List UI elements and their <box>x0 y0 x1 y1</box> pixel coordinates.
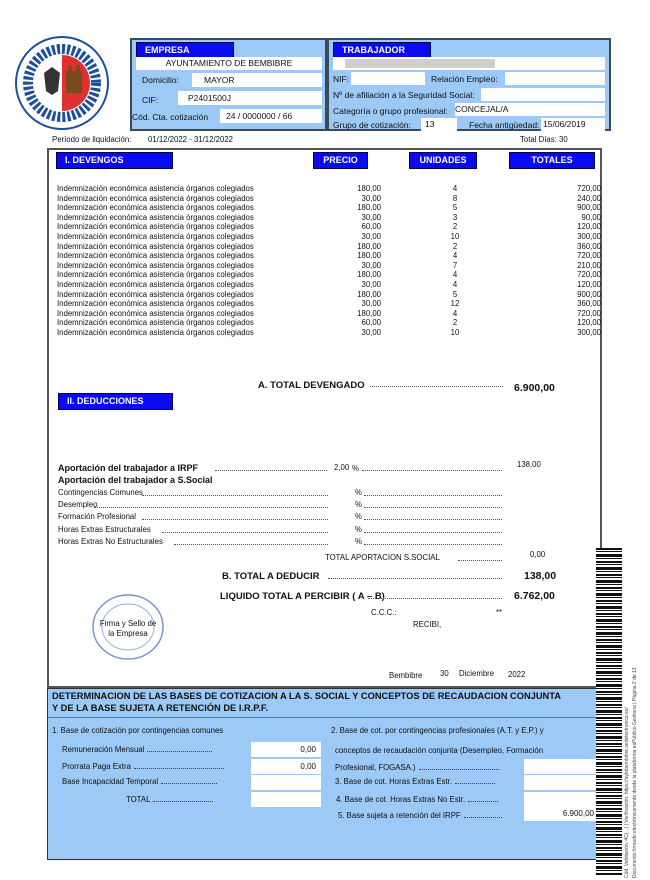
ss-label: Aportación del trabajador a S.Social <box>58 475 213 485</box>
concepto-cell: Indemnización económica asistencia órganos colegiados <box>57 212 254 222</box>
prorrata-field[interactable]: 0,00 <box>251 759 321 774</box>
total-cell: 240,00 <box>577 193 601 203</box>
cif-value: P2401500J <box>178 91 322 105</box>
total-dias: Total Días: 30 <box>520 135 568 144</box>
dot-leader <box>364 544 502 545</box>
dot-leader <box>368 598 502 599</box>
total-cell: 120,00 <box>577 280 601 289</box>
dot-leader <box>364 532 502 533</box>
incapacidad-field[interactable] <box>251 775 321 790</box>
unidades-cell: 3 <box>452 212 458 222</box>
total-cell: 720,00 <box>577 308 601 318</box>
afiliacion-label: Nº de afiliación a la Seguridad Social: <box>333 90 475 100</box>
concepto-cell: Indemnización económica asistencia órganos colegiados <box>57 280 254 289</box>
precio-cell: 180,00 <box>357 251 381 261</box>
relacion-value <box>505 72 605 85</box>
total-cell: 720,00 <box>577 184 601 193</box>
ss-item-label: Horas Extras No Estructurales <box>58 536 163 546</box>
ccc-firma-label: C.C.C.: <box>371 608 397 617</box>
concepto-cell: Indemnización económica asistencia órganos colegiados <box>57 251 254 261</box>
table-row <box>57 270 601 280</box>
ss-pct-sign: % <box>355 524 362 534</box>
s5-label: 5. Base sujeta a retención del IRPF <box>338 811 461 820</box>
ss-item-label: Formación Profesional <box>58 512 137 522</box>
trabajador-panel <box>327 38 611 131</box>
table-row <box>57 241 601 252</box>
unidades-cell: 4 <box>452 270 458 280</box>
cif-label: CIF: <box>142 95 159 105</box>
trabajador-name-redacted <box>333 57 605 70</box>
ss-pct-sign: % <box>355 488 362 497</box>
dot-leader <box>174 544 328 545</box>
dia: 30 <box>440 669 449 678</box>
precio-cell: 30,00 <box>361 260 381 270</box>
precio-cell: 30,00 <box>361 299 381 309</box>
total-devengado-label: A. TOTAL DEVENGADO <box>258 380 365 391</box>
unidades-cell: 5 <box>452 289 458 299</box>
grupo-label: Grupo de cotización: <box>333 120 411 130</box>
ccc-firma-value: ** <box>496 608 503 617</box>
table-row <box>57 280 601 290</box>
s4-field[interactable] <box>524 792 599 807</box>
s5-field[interactable]: 6.900,00 <box>524 806 599 821</box>
table-row <box>57 222 601 232</box>
s3-label: 3. Base de cot. Horas Extras Estr. <box>335 777 453 786</box>
concepto-cell: Indemnización económica asistencia órganos colegiados <box>57 328 254 337</box>
ss-pct-sign: % <box>355 512 362 522</box>
table-row <box>57 299 601 309</box>
s1-title: 1. Base de cotización por contingencias comunes <box>52 726 224 735</box>
unidades-cell: 7 <box>452 260 458 270</box>
table-row <box>57 184 601 194</box>
stamp-text: Firma y Sello de la Empresa <box>99 619 157 638</box>
total-devengado-value: 6.900,00 <box>514 382 555 394</box>
table-row <box>57 232 601 242</box>
s2-field[interactable] <box>524 759 599 774</box>
ss-item-label: Desempleo <box>58 500 98 510</box>
ss-pct-sign: % <box>355 536 362 546</box>
total-cell: 720,00 <box>577 251 601 261</box>
antiguedad-label: Fecha antigüedad: <box>469 120 540 130</box>
nif-label: NIF: <box>333 74 350 84</box>
table-row <box>57 251 601 261</box>
table-row <box>57 203 601 213</box>
concepto-cell: Indemnización económica asistencia órganos colegiados <box>57 241 254 251</box>
divider <box>48 717 603 718</box>
recibi: RECIBI, <box>413 620 442 629</box>
table-row <box>57 308 601 319</box>
unidades-cell: 4 <box>452 308 458 318</box>
margin-signature-text: Documento firmado electrónicamente desde la plataforma esPublico Gestiona | Página 2 de 13 <box>632 667 638 878</box>
unidades-cell: 8 <box>452 193 458 203</box>
incapacidad-label: Base Incapacidad Temporal <box>62 777 242 786</box>
concepto-cell: Indemnización económica asistencia órganos colegiados <box>57 308 254 318</box>
dot-leader <box>328 578 502 579</box>
domicilio-label: Domicilio: <box>142 75 179 85</box>
col-precio: PRECIO <box>313 152 368 169</box>
precio-cell: 180,00 <box>357 270 381 280</box>
concepto-cell: Indemnización económica asistencia órganos colegiados <box>57 289 254 299</box>
concepto-cell: Indemnización económica asistencia órganos colegiados <box>57 299 254 309</box>
ss-pct-sign: % <box>355 500 362 510</box>
grupo-value: 13 <box>421 118 457 131</box>
precio-cell: 30,00 <box>361 328 381 337</box>
company-stamp <box>90 592 166 662</box>
table-row <box>57 289 601 300</box>
afiliacion-value <box>481 88 605 101</box>
total-cell: 720,00 <box>577 270 601 280</box>
concepto-cell: Indemnización económica asistencia órganos colegiados <box>57 222 254 232</box>
liquido-label: LIQUIDO TOTAL A PERCIBIR ( A – B) <box>220 591 385 602</box>
total-bases-field[interactable] <box>251 792 321 807</box>
precio-cell: 180,00 <box>357 203 381 213</box>
s4-label: 4. Base de cot. Horas Extras No Estr. <box>336 795 466 804</box>
unidades-cell: 2 <box>452 318 458 328</box>
concepto-cell: Indemnización económica asistencia órganos colegiados <box>57 318 254 328</box>
precio-cell: 180,00 <box>357 308 381 318</box>
irpf-pct-sign: % <box>352 464 359 473</box>
total-cell: 360,00 <box>577 299 601 309</box>
periodo-value: 01/12/2022 - 31/12/2022 <box>148 135 233 144</box>
ss-item-label: Horas Extras Estructurales <box>58 524 151 534</box>
table-row <box>57 318 601 328</box>
precio-cell: 30,00 <box>361 212 381 222</box>
domicilio-value: MAYOR <box>192 73 322 87</box>
col-unidades: UNIDADES <box>409 152 477 169</box>
s2-line3: Profesional, FOGASA.) <box>335 763 416 772</box>
total-bases-label: TOTAL <box>126 795 246 804</box>
ss-item-label: Contingencias Comunes <box>58 488 143 497</box>
total-deducir-value: 138,00 <box>524 570 557 582</box>
unidades-cell: 10 <box>450 328 460 337</box>
dot-leader <box>362 470 502 471</box>
dot-leader <box>364 519 502 520</box>
precio-cell: 60,00 <box>361 318 381 328</box>
validation-barcode <box>596 548 622 876</box>
total-deducir-label: B. TOTAL A DEDUCIR <box>222 571 320 582</box>
concepto-cell: Indemnización económica asistencia órganos colegiados <box>57 203 254 213</box>
total-cell: 360,00 <box>577 241 601 251</box>
municipal-coat-of-arms-logo <box>0 33 125 133</box>
unidades-cell: 4 <box>452 251 458 261</box>
ccc-value: 24 / 0000000 / 66 <box>220 109 322 123</box>
precio-cell: 30,00 <box>361 280 381 289</box>
unidades-cell: 2 <box>452 241 458 251</box>
total-cell: 120,00 <box>577 318 601 328</box>
deducciones-title: II. DEDUCCIONES <box>58 393 173 410</box>
total-cell: 900,00 <box>577 203 601 213</box>
s2-line1: 2. Base de cot. por contingencias profesionales (A.T. y E.P.) y <box>331 726 544 735</box>
ccc-label: Cód. Cta. cotización <box>132 112 209 122</box>
concepto-cell: Indemnización económica asistencia órganos colegiados <box>57 184 254 193</box>
concepto-cell: Indemnización económica asistencia órganos colegiados <box>57 193 254 203</box>
dot-leader <box>162 532 328 533</box>
categoria-value: CONCEJAL/A <box>455 103 605 116</box>
dot-leader <box>364 507 502 508</box>
bases-cotizacion-panel <box>47 688 604 860</box>
anio: 2022 <box>508 670 526 679</box>
prorrata-label: Prorrata Paga Extra <box>62 762 242 771</box>
precio-cell: 30,00 <box>361 232 381 241</box>
table-row <box>57 212 601 223</box>
bases-title-line1: DETERMINACION DE LAS BASES DE COTIZACION A LA S. SOCIAL Y CONCEPTOS DE RECAUDACION CONJUNTA <box>52 691 561 701</box>
total-cell: 210,00 <box>577 260 601 270</box>
table-row <box>57 193 601 204</box>
table-row <box>57 260 601 271</box>
mes: Diciembre <box>459 669 495 678</box>
margin-validation-text: Cód. Validación: 4C(...) | Verificación: https://aytobembibre.sedelectronica.es/ <box>624 707 630 878</box>
devengos-title: I. DEVENGOS <box>56 152 173 169</box>
dot-leader <box>364 495 502 496</box>
dot-leader <box>370 386 503 387</box>
table-row <box>57 328 601 338</box>
total-cell: 300,00 <box>577 232 601 241</box>
empresa-panel <box>130 38 327 131</box>
unidades-cell: 4 <box>452 280 458 289</box>
unidades-cell: 2 <box>452 222 458 232</box>
unidades-cell: 12 <box>450 299 460 309</box>
relacion-label: Relación Empleo: <box>431 74 498 84</box>
nif-value <box>351 72 425 85</box>
total-ss-label: TOTAL APORTACION S.SOCIAL <box>325 553 440 562</box>
empresa-title: EMPRESA <box>136 42 234 59</box>
total-cell: 300,00 <box>577 328 601 337</box>
empresa-name: AYUNTAMIENTO DE BEMBIBRE <box>136 57 322 70</box>
categoria-label: Categoría o grupo profesional: <box>333 106 448 116</box>
dot-leader <box>142 519 328 520</box>
lugar: Bembibre <box>389 671 423 680</box>
total-cell: 900,00 <box>577 289 601 299</box>
total-ss-value: 0,00 <box>530 550 546 559</box>
dot-leader <box>458 560 502 561</box>
dot-leader <box>94 507 328 508</box>
precio-cell: 180,00 <box>357 241 381 251</box>
unidades-cell: 10 <box>450 232 460 241</box>
irpf-amount: 138,00 <box>517 460 541 469</box>
concepto-cell: Indemnización económica asistencia órganos colegiados <box>57 270 254 280</box>
s2-line2: conceptos de recaudación conjunta (Desempleo, Formación <box>335 746 544 755</box>
irpf-pct: 2,00 <box>334 463 350 472</box>
precio-cell: 60,00 <box>361 222 381 232</box>
precio-cell: 30,00 <box>361 193 381 203</box>
unidades-cell: 4 <box>452 184 458 193</box>
s3-field[interactable] <box>524 775 599 790</box>
liquido-value: 6.762,00 <box>514 590 555 602</box>
dot-leader <box>215 470 327 471</box>
antiguedad-value: 15/06/2019 <box>541 118 605 131</box>
precio-cell: 180,00 <box>357 289 381 299</box>
trabajador-title: TRABAJADOR <box>333 42 431 59</box>
unidades-cell: 5 <box>452 203 458 213</box>
remuneracion-field[interactable]: 0,00 <box>251 742 321 757</box>
col-totales: TOTALES <box>509 152 595 169</box>
total-cell: 120,00 <box>577 222 601 232</box>
dot-leader <box>142 495 328 496</box>
total-cell: 90,00 <box>581 212 601 222</box>
periodo-label: Período de liquidación: <box>52 135 132 144</box>
concepto-cell: Indemnización económica asistencia órganos colegiados <box>57 260 254 270</box>
irpf-label: Aportación del trabajador a IRPF <box>58 463 199 473</box>
precio-cell: 180,00 <box>357 184 381 193</box>
bases-title-line2: Y DE LA BASE SUJETA A RETENCIÓN DE I.R.P.F. <box>52 703 269 713</box>
concepto-cell: Indemnización económica asistencia órganos colegiados <box>57 232 254 241</box>
remuneracion-label: Remuneración Mensual <box>62 745 242 754</box>
